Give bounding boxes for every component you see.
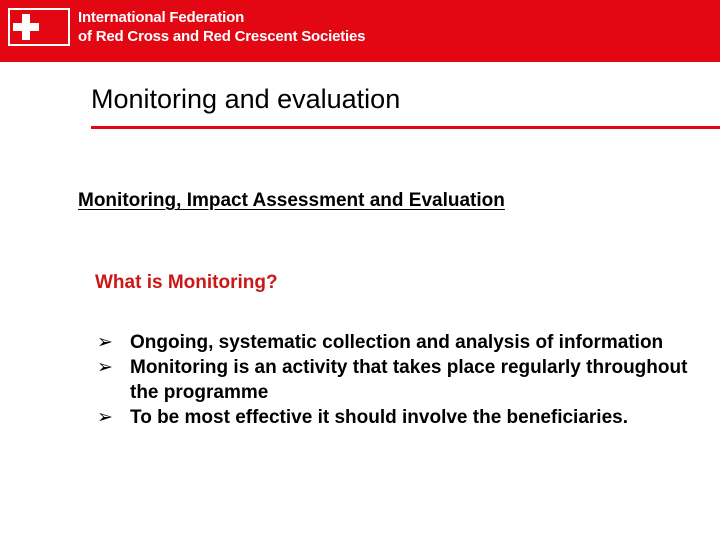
org-name-line-1: International Federation [78, 9, 245, 26]
emblem-logo [8, 8, 70, 46]
list-item [95, 330, 695, 355]
list-item [95, 355, 695, 405]
arrowhead-icon: ➢ [97, 357, 113, 378]
header-banner [0, 0, 720, 62]
slide-title: Monitoring and evaluation [91, 84, 401, 114]
section-question: What is Monitoring? [95, 272, 278, 293]
bullet-text: Monitoring is an activity that takes place regularly throughout the programme [130, 357, 688, 403]
arrowhead-icon: ➢ [97, 332, 113, 353]
arrowhead-icon: ➢ [97, 407, 113, 428]
bullet-text: Ongoing, systematic collection and analysis of information [130, 332, 664, 353]
org-name-line-2: of Red Cross and Red Crescent Societies [78, 28, 366, 45]
organization-name [78, 8, 365, 46]
title-divider [91, 126, 720, 129]
bullet-list [95, 330, 695, 430]
list-item [95, 405, 695, 430]
slide-subtitle: Monitoring, Impact Assessment and Evaluation [78, 190, 505, 211]
red-cross-red-crescent-icon [10, 10, 68, 44]
bullet-text: To be most effective it should involve the beneficiaries. [130, 407, 628, 428]
